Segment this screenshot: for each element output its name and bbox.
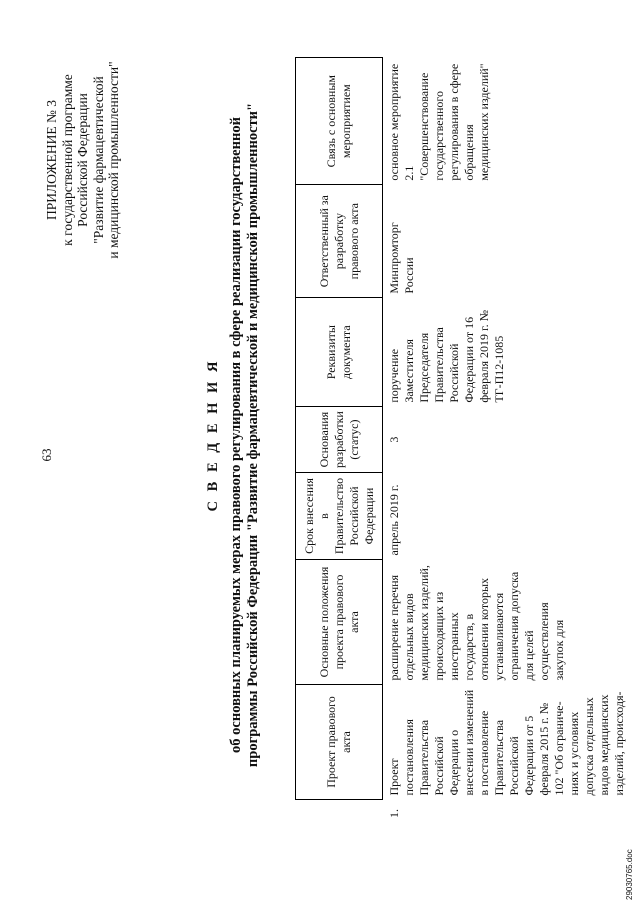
cell-requisites: поручение Заместителя Председателя Правительства Российской Федерации от 16 февраля 2019 г. № ТГ-П12-1085 [387,309,506,403]
header-term: Срок внесения в Правительство Российской Федерации [296,473,383,560]
appendix-line: "Развитие фармацевтической [90,76,106,244]
header-link: Связь с основным мероприятием [296,58,383,185]
cell-project: Проект постановления Правительства Российской Федерации о внесении изменений в постановление Правительства Российской Федерации от 5 февраля 2015 г. № 102 "Об ограниче-ниях и условиях допуска отдельных видов медицинских изделий, происходя- [387,689,626,796]
appendix-line: к государственной программе [59,74,75,246]
header-main-points: Основные положения проекта правового акта [296,560,383,685]
footer-filename: 29030765.doc [625,849,634,900]
heading-title: С В Е Д Е Н И Я [205,358,221,512]
appendix-title: ПРИЛОЖЕНИЕ № 3 [44,99,59,221]
cell-basis: 3 [387,436,401,443]
cell-responsible: Минпромторг России [387,222,416,294]
cell-main-points: расширение перечня отдельных видов медицинских изделий, происходящих из иностранных государств, в отношении которых устанавливаются ограничения допуска для целей осуществления закупок для [387,565,566,681]
document-heading [205,85,261,785]
header-number-spacer [296,800,383,823]
appendix-line: и медицинской промышленности" [106,61,121,259]
table-header-row [296,58,383,822]
page-number: 63 [39,448,54,462]
measures-table [295,57,627,822]
header-basis: Основания разработки (статус) [296,407,383,473]
cell-link: основное мероприятие 2.1 "Совершенствование государственного регулирования в сфере обращения медицинских изделий" [387,63,491,181]
table-row [383,58,628,822]
cell-term: апрель 2019 г. [387,484,401,556]
appendix-block [44,15,122,305]
heading-subtitle-line-1: об основных планируемых мерах правового регулирования в сфере реализации государственной [228,117,244,753]
cell-number: 1. [386,809,401,818]
heading-subtitle-line-2: программы Российской Федерации "Развитие фармацевтической и медицинской промышленности" [244,102,261,768]
header-responsible: Ответственный за разработку правового акта [296,185,383,298]
appendix-line: Российской Федерации [75,93,90,227]
header-project: Проект правового акта [296,685,383,800]
header-requisites: Реквизиты документа [296,298,383,407]
